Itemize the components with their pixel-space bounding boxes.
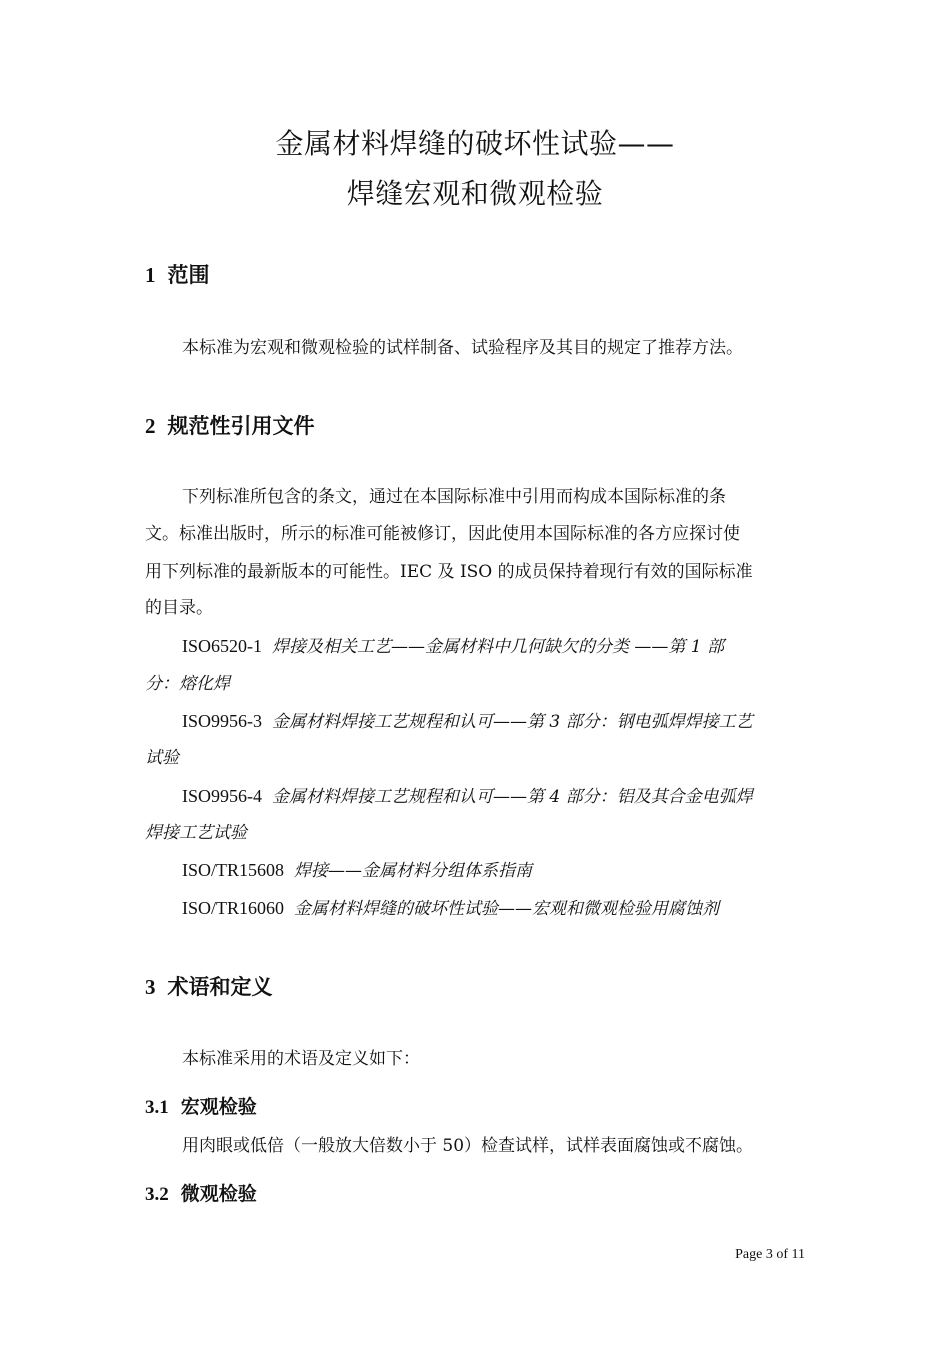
reference-code: ISO9956-4: [182, 786, 262, 806]
reference-code: ISO9956-3: [182, 711, 262, 731]
section-3-2-title: 微观检验: [180, 1183, 257, 1205]
reference-item: [182, 634, 724, 659]
reference-title: 金属材料焊缝的破坏性试验——宏观和微观检验用腐蚀剂: [294, 899, 720, 919]
section-3-paragraph: 本标准采用的术语及定义如下：: [182, 1049, 420, 1069]
section-3-2-number: 3.2: [145, 1184, 169, 1205]
reference-code: ISO6520-1: [182, 636, 262, 656]
reference-title-continued: 分：熔化焊: [145, 674, 230, 694]
reference-title: 焊接——金属材料分组体系指南: [294, 861, 533, 881]
section-1-heading: [145, 259, 210, 289]
section-2-paragraph-line: 文。标准出版时，所示的标准可能被修订，因此使用本国际标准的各方应探讨使: [145, 524, 740, 544]
section-3-1-title: 宏观检验: [180, 1096, 257, 1118]
document-title-line2: 焊缝宏观和微观检验: [346, 177, 604, 210]
section-3-1-paragraph: 用肉眼或低倍（一般放大倍数小于 50）检查试样，试样表面腐蚀或不腐蚀。: [182, 1136, 754, 1156]
section-3-1-heading: [145, 1092, 257, 1119]
reference-code: ISO/TR16060: [182, 898, 285, 918]
reference-title: 金属材料焊接工艺规程和认可——第 4 部分：铝及其合金电弧焊: [272, 787, 753, 807]
reference-title-continued: 焊接工艺试验: [145, 823, 247, 843]
reference-item: [182, 858, 532, 883]
section-3-heading: [145, 971, 273, 1001]
section-2-paragraph-line: 下列标准所包含的条文，通过在本国际标准中引用而构成本国际标准的条: [182, 487, 726, 507]
section-2-title: 规范性引用文件: [167, 414, 315, 438]
section-3-2-heading: [145, 1179, 257, 1206]
section-1-number: 1: [145, 263, 156, 287]
section-3-number: 3: [145, 975, 156, 999]
reference-title: 金属材料焊接工艺规程和认可——第 3 部分：钢电弧焊焊接工艺: [272, 712, 753, 732]
section-2-paragraph-line: 用下列标准的最新版本的可能性。IEC 及 ISO 的成员保持着现行有效的国际标准: [145, 562, 753, 582]
section-3-1-number: 3.1: [145, 1097, 169, 1118]
reference-code: ISO/TR15608: [182, 860, 285, 880]
reference-title: 焊接及相关工艺——金属材料中几何缺欠的分类 ——第 1 部: [272, 637, 725, 657]
reference-item: [182, 784, 753, 809]
document-title-line1: 金属材料焊缝的破坏性试验——: [275, 127, 675, 160]
section-3-title: 术语和定义: [167, 975, 273, 999]
section-2-paragraph-line: 的目录。: [145, 598, 213, 618]
section-2-heading: [145, 410, 315, 440]
section-2-number: 2: [145, 414, 156, 438]
page-number: Page 3 of 11: [735, 1247, 805, 1262]
section-1-paragraph: 本标准为宏观和微观检验的试样制备、试验程序及其目的规定了推荐方法。: [182, 338, 743, 358]
reference-title-continued: 试验: [145, 748, 179, 768]
reference-item: [182, 709, 753, 734]
section-1-title: 范围: [167, 263, 210, 287]
reference-item: [182, 896, 719, 921]
